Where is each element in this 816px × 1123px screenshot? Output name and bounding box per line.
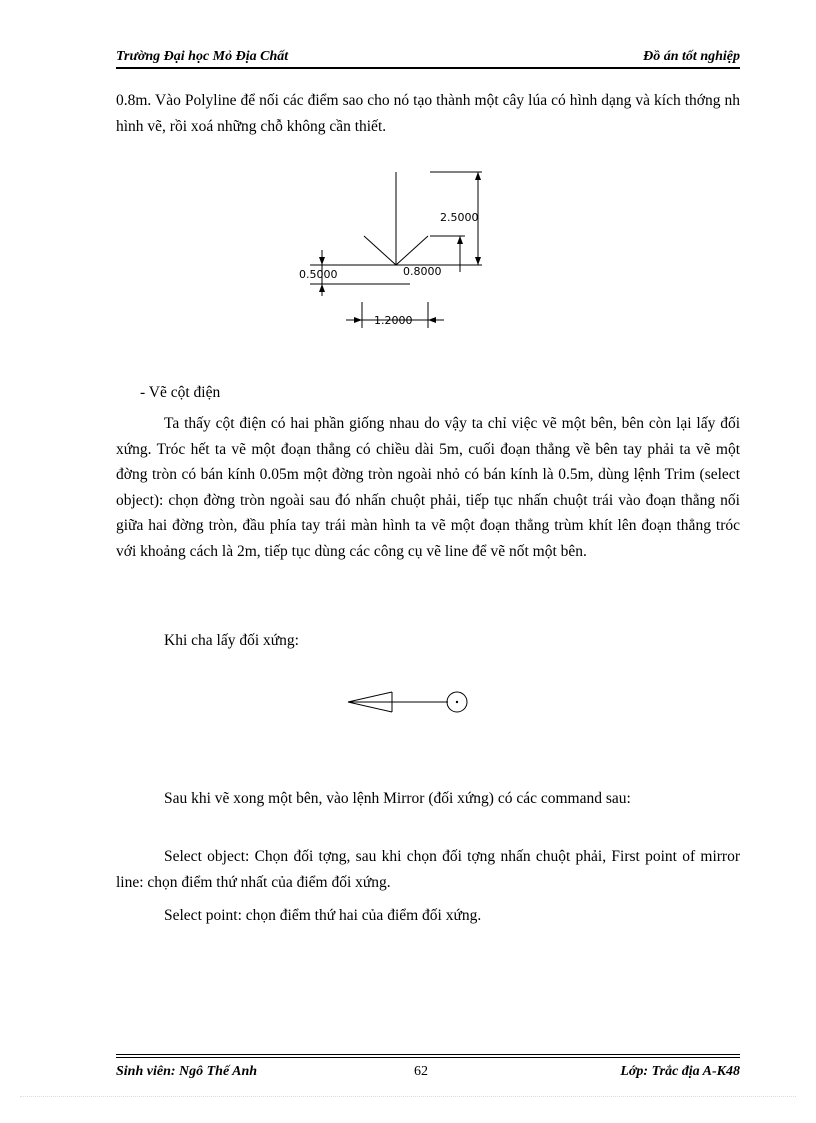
footer-student: Sinh viên: Ngô Thế Anh <box>116 1064 258 1079</box>
header-right: Đồ án tốt nghiệp <box>643 49 740 64</box>
header-left: Trường Đại học Mỏ Địa Chất <box>116 49 289 64</box>
paragraph-1: 0.8m. Vào Polyline để nối các điểm sao cho nó tạo thành một cây lúa có hình dạng và kích thớng nh hình vẽ, rồi xoá những chỗ không cần thiết. <box>116 92 740 135</box>
rice-plant-figure <box>290 160 510 340</box>
power-pole-figure <box>340 686 480 720</box>
plant-left-leaf <box>364 236 396 265</box>
footer-class: Lớp: Trắc địa A-K48 <box>620 1064 740 1079</box>
paragraph-4: Sau khi vẽ xong một bên, vào lệnh Mirror (đối xứng) có các command sau: <box>164 790 631 807</box>
dim-height-label: 2.5000 <box>440 211 479 224</box>
bottom-divider <box>20 1096 796 1097</box>
paragraph-2: Ta thấy cột điện có hai phần giống nhau do vậy ta chỉ việc vẽ một bên, bên còn lại lấy đối xứng. Tróc hết ta vẽ một đoạn thẳng có chiều dài 5m, cuối đoạn thẳng về bên tay phải ta vẽ một đờng tròn có bán kính 0.05m một đờng tròn ngoài nhỏ có bán kính là 0.5m, dùng lệnh Trim (select object): chọn đờng tròn ngoài sau đó nhấn chuột phải, tiếp tục nhấn chuột trái vào đoạn thẳng nối giữa hai đờng tròn, đầu phía tay trái màn hình ta vẽ một đoạn thẳng trùm khít lên đoạn thẳng tróc với khoảng cách là 2m, tiếp tục dùng các công cụ vẽ line để vẽ nốt một bên. <box>116 415 740 560</box>
page-header <box>116 49 740 69</box>
paragraph-3: Khi cha lấy đối xứng: <box>164 632 299 649</box>
plant-right-leaf <box>396 236 428 265</box>
section-heading: - Vẽ cột điện <box>140 384 221 401</box>
dim-arm-label: 0.8000 <box>403 265 442 278</box>
paragraph-5: Select object: Chọn đối tợng, sau khi chọn đối tợng nhấn chuột phải, First point of mirror line: chọn điểm thứ nhất của điểm đối xứng. <box>116 848 740 891</box>
paragraph-6: Select point: chọn điểm thứ hai của điểm đối xứng. <box>164 907 482 924</box>
dim-base-label: 0.5000 <box>299 268 338 281</box>
page-footer <box>116 1054 740 1080</box>
page-number: 62 <box>414 1064 428 1079</box>
dim-width-label: 1.2000 <box>374 314 413 327</box>
